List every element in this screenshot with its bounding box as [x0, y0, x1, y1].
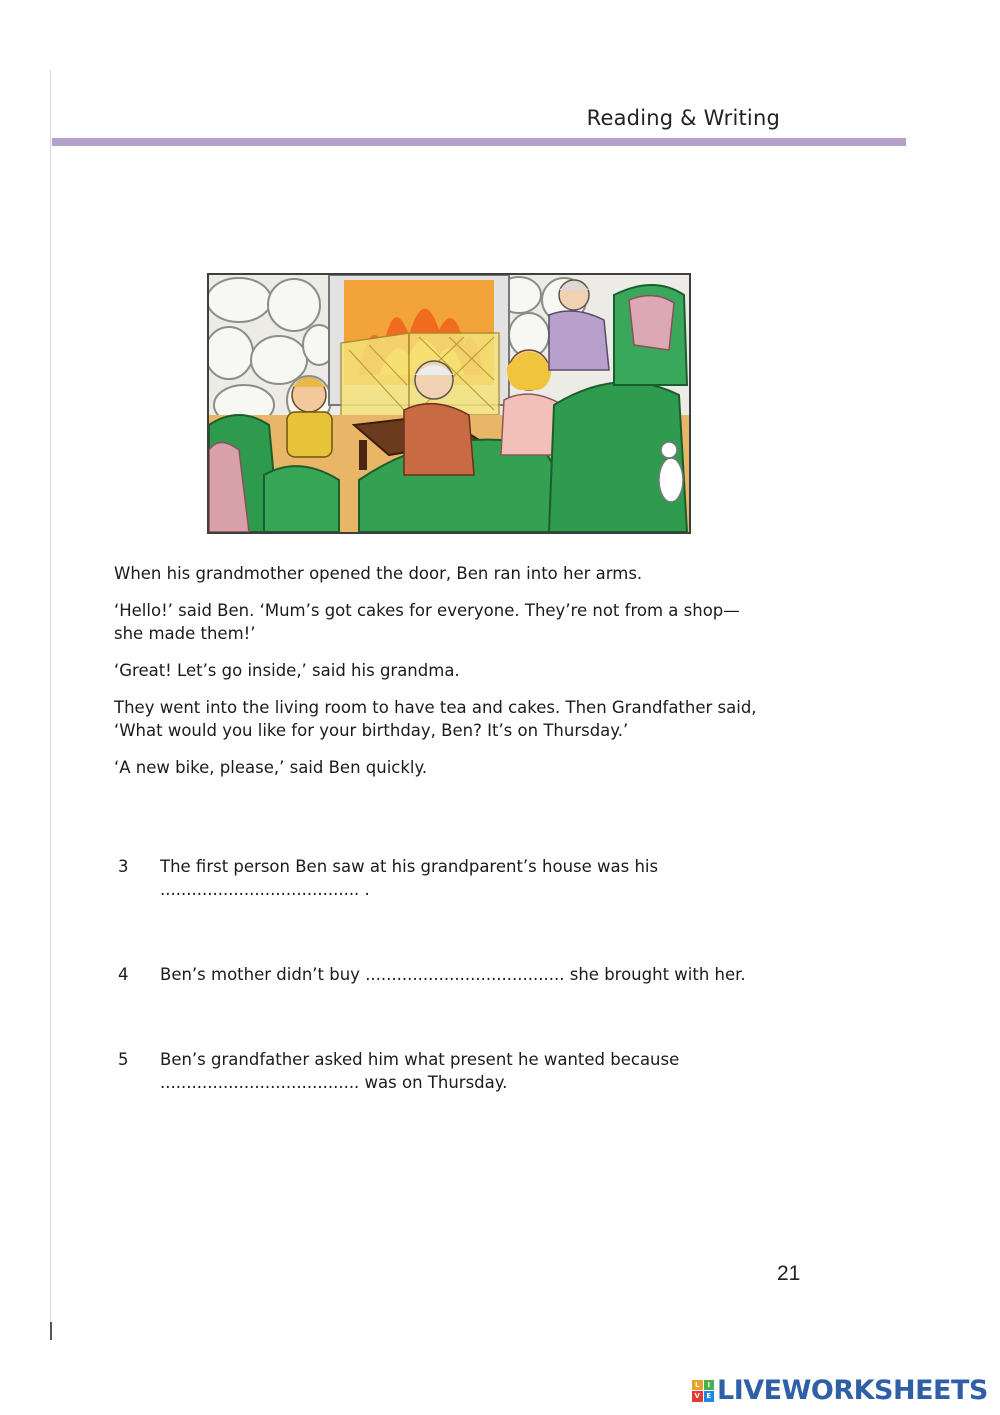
- story-paragraph-3: [114, 659, 804, 682]
- question-5: [118, 1048, 798, 1094]
- question-number: 4: [118, 965, 129, 984]
- story-line: she made them!’: [114, 624, 256, 643]
- logo-letter: L: [692, 1380, 703, 1391]
- question-number: 3: [118, 857, 129, 876]
- liveworksheets-brand[interactable]: [692, 1375, 988, 1406]
- page-edge-mark: [50, 1322, 52, 1340]
- liveworksheets-logo-icon: [692, 1380, 714, 1402]
- story-line: They went into the living room to have tea and cakes. Then Grandfather said,: [114, 698, 757, 717]
- story-paragraph-5: [114, 756, 804, 779]
- story-paragraph-4: [114, 696, 804, 742]
- logo-letter: I: [704, 1380, 715, 1391]
- answer-blank-4[interactable]: ......................................: [365, 965, 565, 984]
- story-text: [114, 562, 804, 793]
- story-line: ‘Hello!’ said Ben. ‘Mum’s got cakes for everyone. They’re not from a shop—: [114, 601, 740, 620]
- question-text-end: .: [359, 880, 370, 899]
- fireplace-scene-image: [209, 275, 689, 532]
- story-line: When his grandmother opened the door, Ben ran into her arms.: [114, 564, 643, 583]
- logo-letter: E: [704, 1391, 715, 1402]
- question-text-end: was on Thursday.: [359, 1073, 508, 1092]
- story-paragraph-1: [114, 562, 804, 585]
- story-line: ‘What would you like for your birthday, Ben? It’s on Thursday.’: [114, 721, 629, 740]
- header-divider: [52, 138, 906, 146]
- family-illustration: [207, 273, 691, 534]
- question-3: [118, 855, 798, 901]
- question-text: Ben’s mother didn’t buy: [160, 965, 366, 984]
- section-title: Reading & Writing: [586, 106, 780, 130]
- page-edge: [50, 70, 51, 1340]
- question-text: Ben’s grandfather asked him what present he wanted because: [160, 1050, 680, 1069]
- answer-blank-3[interactable]: ......................................: [160, 880, 360, 899]
- question-text: The first person Ben saw at his grandparent’s house was his: [160, 857, 659, 876]
- answer-blank-5[interactable]: ......................................: [160, 1073, 360, 1092]
- brand-name: LIVEWORKSHEETS: [717, 1375, 988, 1406]
- logo-letter: V: [692, 1391, 703, 1402]
- story-line: ‘Great! Let’s go inside,’ said his grandma.: [114, 661, 460, 680]
- story-line: ‘A new bike, please,’ said Ben quickly.: [114, 758, 428, 777]
- page-number: 21: [777, 1262, 801, 1285]
- question-4: [118, 963, 798, 986]
- story-paragraph-2: [114, 599, 804, 645]
- question-text-end: she brought with her.: [564, 965, 746, 984]
- question-number: 5: [118, 1050, 129, 1069]
